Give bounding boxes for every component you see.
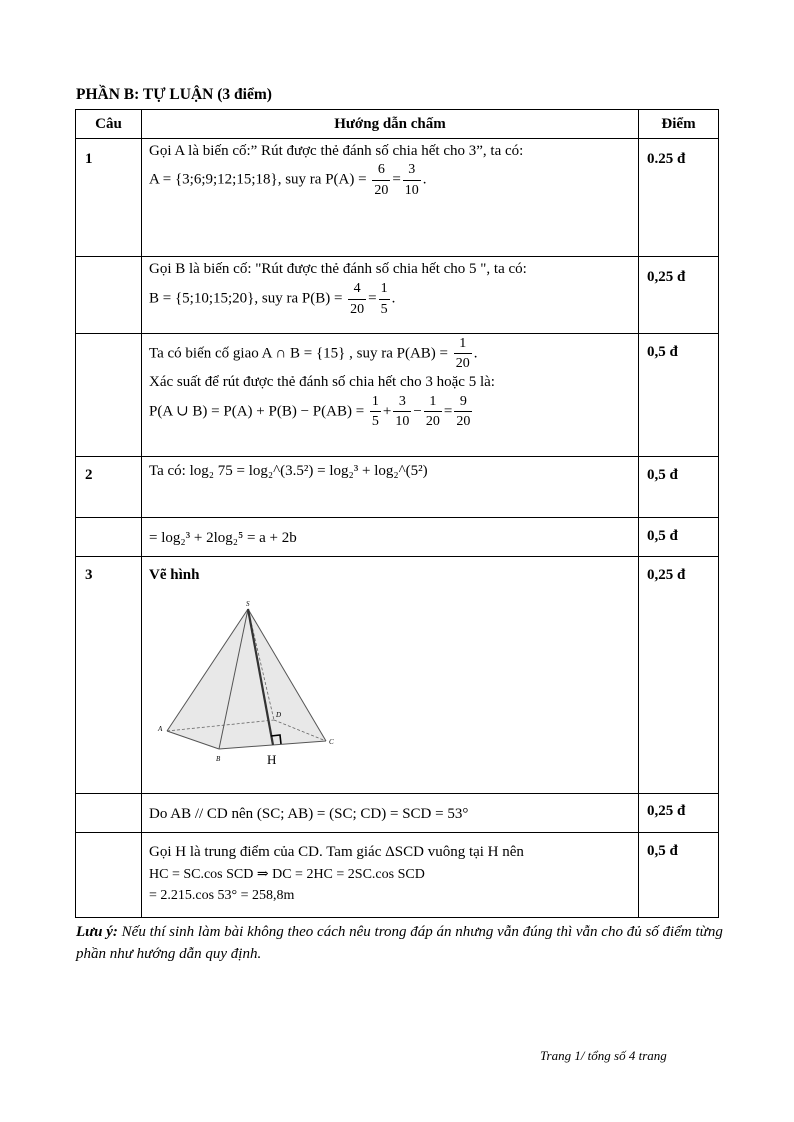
label-B: B bbox=[216, 755, 221, 764]
formula-set: B = {5;10;15;20}, suy ra P(B) = bbox=[149, 290, 343, 307]
guide-cell bbox=[142, 833, 639, 918]
formula-text: Ta có biến cố giao A ∩ B = {15} , suy ra P(AB) = bbox=[149, 345, 448, 362]
points-cell: 0,5 đ bbox=[639, 457, 719, 518]
guide-cell bbox=[142, 557, 639, 794]
question-number bbox=[76, 518, 142, 557]
guide-formula: Do AB // CD nên (SC; AB) = (SC; CD) = SCD = 53° bbox=[149, 806, 469, 822]
label-D: D bbox=[276, 711, 282, 720]
guide-line: Vẽ hình bbox=[149, 567, 200, 583]
numerator: 9 bbox=[454, 394, 472, 412]
numerator: 1 bbox=[424, 394, 442, 412]
table-row bbox=[76, 557, 719, 794]
guide-line: Gọi H là trung điểm của CD. Tam giác ΔSCD vuông tại H nên bbox=[149, 844, 524, 860]
points-cell: 0,25 đ bbox=[639, 794, 719, 833]
fraction bbox=[372, 162, 390, 198]
denominator: 10 bbox=[395, 414, 410, 430]
numerator: 1 bbox=[454, 336, 472, 354]
fraction bbox=[348, 281, 366, 317]
points-cell: 0,5 đ bbox=[639, 833, 719, 918]
question-number bbox=[76, 833, 142, 918]
denominator: 10 bbox=[404, 182, 419, 198]
fraction bbox=[454, 394, 472, 430]
formula-text: P(A ∪ B) = P(A) + P(B) − P(AB) = bbox=[149, 403, 365, 420]
question-number: 2 bbox=[76, 457, 142, 518]
label-H: H bbox=[267, 752, 277, 768]
guide-cell bbox=[142, 257, 639, 334]
guide-formula: Ta có biến cố giao A ∩ B = {15} , suy ra P(AB) = $\frac{1}{20}$ . bbox=[149, 336, 478, 372]
table-row bbox=[76, 257, 719, 334]
question-number: 3 bbox=[76, 557, 142, 794]
guide-formula: Ta có: log₂ 75 = log₂^(3.5²) = log₂³ + log₂^(5²) bbox=[149, 463, 428, 479]
formula-set: A = {3;6;9;12;15;18}, suy ra P(A) = bbox=[149, 171, 367, 188]
denominator: 5 bbox=[371, 414, 379, 430]
guide-cell bbox=[142, 457, 639, 518]
guide-formula: P(A ∪ B) = P(A) + P(B) − P(AB) = $\frac{1}{5}$ + $\frac{3}{10}$ − $\frac{1}{20}$ = $\frac{9}{20}$ bbox=[149, 394, 471, 430]
guide-formula: A = {3;6;9;12;15;18}, suy ra P(A) = $\frac{6}{20}$ = $\frac{3}{10}$ . bbox=[149, 162, 427, 198]
denominator: 5 bbox=[380, 301, 388, 317]
header-guide: Hướng dẫn chấm bbox=[142, 110, 639, 139]
points-cell: 0,25 đ bbox=[639, 257, 719, 334]
question-number bbox=[76, 257, 142, 334]
fraction bbox=[379, 281, 390, 317]
header-points: Điểm bbox=[639, 110, 719, 139]
denominator: 20 bbox=[455, 356, 470, 372]
points-cell: 0.25 đ bbox=[639, 139, 719, 257]
label-A: A bbox=[158, 725, 163, 734]
note bbox=[76, 922, 726, 966]
numerator: 3 bbox=[393, 394, 411, 412]
table-header-row bbox=[76, 110, 719, 139]
denominator: 20 bbox=[425, 414, 440, 430]
header-question: Câu bbox=[76, 110, 142, 139]
numerator: 6 bbox=[372, 162, 390, 180]
pyramid-figure bbox=[149, 599, 349, 769]
denominator: 20 bbox=[456, 414, 471, 430]
question-number: 1 bbox=[76, 139, 142, 257]
fraction bbox=[393, 394, 411, 430]
denominator: 20 bbox=[350, 301, 365, 317]
points-cell: 0,5 đ bbox=[639, 334, 719, 457]
numerator: 1 bbox=[379, 281, 390, 299]
note-label: Lưu ý: bbox=[76, 924, 118, 940]
guide-formula: = 2.215.cos 53° = 258,8m bbox=[149, 887, 295, 903]
table-row bbox=[76, 334, 719, 457]
guide-formula: B = {5;10;15;20}, suy ra P(B) = $\frac{4}{20}$ = $\frac{1}{5}$ . bbox=[149, 281, 396, 317]
pyramid-face-fill bbox=[167, 609, 326, 749]
guide-formula: = log₂³ + 2log₂⁵ = a + 2b bbox=[149, 530, 297, 546]
guide-cell bbox=[142, 139, 639, 257]
fraction bbox=[424, 394, 442, 430]
table-row bbox=[76, 139, 719, 257]
note-text: Nếu thí sinh làm bài không theo cách nêu trong đáp án nhưng vẫn đúng thì vẫn cho đủ số điểm từng phần như hướng dẫn quy định. bbox=[76, 924, 723, 962]
table-row bbox=[76, 833, 719, 918]
fraction bbox=[403, 162, 421, 198]
numerator: 1 bbox=[370, 394, 381, 412]
guide-line: Gọi B là biến cố: "Rút được thẻ đánh số chia hết cho 5 ", ta có: bbox=[149, 261, 527, 277]
fraction bbox=[454, 336, 472, 372]
label-C: C bbox=[329, 738, 334, 747]
numerator: 4 bbox=[348, 281, 366, 299]
guide-formula: HC = SC.cos SCD ⇒ DC = 2HC = 2SC.cos SCD bbox=[149, 866, 425, 882]
table-row bbox=[76, 794, 719, 833]
points-cell: 0,5 đ bbox=[639, 518, 719, 557]
table-row bbox=[76, 457, 719, 518]
page-footer: Trang 1/ tổng số 4 trang bbox=[540, 1048, 667, 1063]
grading-table bbox=[75, 109, 719, 918]
guide-cell bbox=[142, 518, 639, 557]
points-cell: 0,25 đ bbox=[639, 557, 719, 794]
guide-line: Gọi A là biến cố:” Rút được thẻ đánh số chia hết cho 3”, ta có: bbox=[149, 143, 524, 159]
numerator: 3 bbox=[403, 162, 421, 180]
section-title: PHẦN B: TỰ LUẬN (3 điểm) bbox=[76, 86, 272, 103]
question-number bbox=[76, 334, 142, 457]
guide-cell bbox=[142, 334, 639, 457]
table-row bbox=[76, 518, 719, 557]
guide-cell bbox=[142, 794, 639, 833]
denominator: 20 bbox=[374, 182, 389, 198]
fraction bbox=[370, 394, 381, 430]
label-S: S bbox=[246, 600, 250, 609]
question-number bbox=[76, 794, 142, 833]
guide-line: Xác suất để rút được thẻ đánh số chia hết cho 3 hoặc 5 là: bbox=[149, 373, 495, 390]
